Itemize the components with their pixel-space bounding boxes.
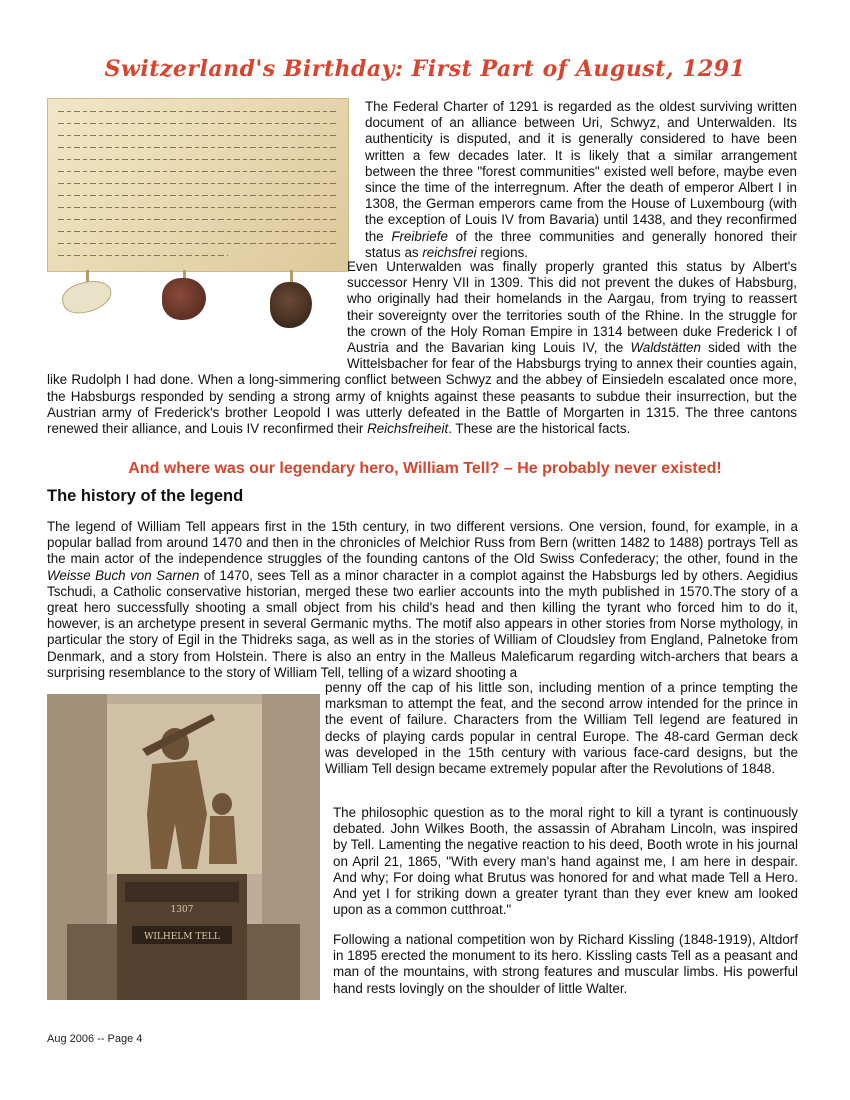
history-paragraph-1-continued: penny off the cap of his little son, including mention of a prince tempting the marksman to attempt the feat, and the second arrow intended for the prince in the event of failure. Characters from the William Tell legend are featured in decks of playing cards popular in central Europe. The 48-card German deck was developed in the 15th century with various face-card designs, but the William Tell design became extremely popular after the Revolutions of 1848.	[325, 680, 798, 777]
section-subheading: And where was our legendary hero, William Tell? – He probably never existed!	[128, 460, 722, 477]
federal-charter-image	[47, 98, 349, 272]
monument-year: 1307	[170, 905, 194, 915]
section-heading: The history of the legend	[47, 487, 244, 505]
intro-paragraph-top: The Federal Charter of 1291 is regarded as the oldest surviving written document of an alliance between Uri, Schwyz, and Unterwalden. Its authenticity is disputed, and it is generally considered to have been written a few decades later. It is likely that a similar arrangement between the three "forest communities" existed well before, maybe even since the time of the interregnum. After the death of emperor Albert I in 1308, the German emperors came from the House of Luxembourg (with the exception of Louis IV from Bavaria) until 1438, and they reconfirmed the Freibriefe of the three communities and generally honored their status as reichsfrei regions.	[365, 99, 797, 260]
page-title: Switzerland's Birthday: First Part of August, 1291	[104, 56, 746, 82]
history-paragraph-3: Following a national competition won by Richard Kissling (1848-1919), Altdorf in 1895 erected the monument to its hero. Kissling casts Tell as a peasant and man of the mountains, with strong features and muscular limbs. His powerful hand rests lovingly on the shoulder of little Walter.	[333, 932, 798, 996]
monument-illustration	[47, 694, 320, 1000]
william-tell-monument-photo	[47, 694, 320, 1000]
history-paragraph-1: The legend of William Tell appears first in the 15th century, in two different versions. One version, found, for example, in a popular ballad from around 1470 and then in the chronicles of Melchior Russ from Bern (written 1482 to 1488) portrays Tell as the main actor of the independence struggles of the founding cantons of the Old Swiss Confederacy; the other, found in the Weisse Buch von Sarnen of 1470, sees Tell as a minor character in a complot against the Habsburgs led by others. Aegidius Tschudi, a Catholic conservative historian, merged these two earlier accounts into the myth published in 1570.The story of a great hero successfully shooting a small object from his child's head and then killing the tyrant who forced him to do it, however, is an archetype present in several Germanic myths. The motif also appears in other stories from Norse mythology, in particular the story of Egil in the Thidreks saga, as well as in the stories of William of Cloudsley from England, Palnetoke from Denmark, and a story from Holstein. There is also an entry in the Malleus Maleficarum regarding witch-archers that bears a surprising resemblance to the story of William Tell, telling of a wizard shooting a	[47, 519, 799, 680]
monument-plaque: WILHELM TELL	[144, 932, 220, 942]
intro-paragraph-bottom: Even Unterwalden was finally properly granted this status by Albert's successor Henry VII in 1309. This did not prevent the dukes of Habsburg, who originally had their homelands in the Aargau, from trying to reassert their sovereignty over the territories south of the Rhine. In the struggle for the crown of the Holy Roman Empire in 1314 between duke Frederick I of Austria and the Bavarian king Louis IV, the Waldstätten sided with the Wittelsbacher for fear of the Habsburgs trying to annex their counties again, like Rudolph I had done. When a long-simmering conflict between Schwyz and the abbey of Einsiedeln escalated once more, the Habsburgs responded by sending a strong army of knights against these peasants to subdue their insurrection, but the Austrian army of Frederick's brother Leopold I was utterly defeated in the Battle of Morgarten in 1315. The three cantons renewed their alliance, and Louis IV reconfirmed their Reichsfreiheit. These are the historical facts.	[47, 259, 797, 437]
image-wrap-spacer	[47, 259, 347, 357]
history-paragraph-2: The philosophic question as to the moral right to kill a tyrant is continuously debated. John Wilkes Booth, the assassin of Abraham Lincoln, was inspired by Tell. Lamenting the negative reaction to his deed, Booth wrote in his journal on April 21, 1865, "With every man's hand against me, I am here in despair. And why; For doing what Brutus was honored for and what made Tell a Hero. And yet I for striking down a greater tyrant than they ever knew am looked upon as a common cutthroat."	[333, 805, 798, 918]
page-footer: Aug 2006 -- Page 4	[47, 1033, 143, 1045]
